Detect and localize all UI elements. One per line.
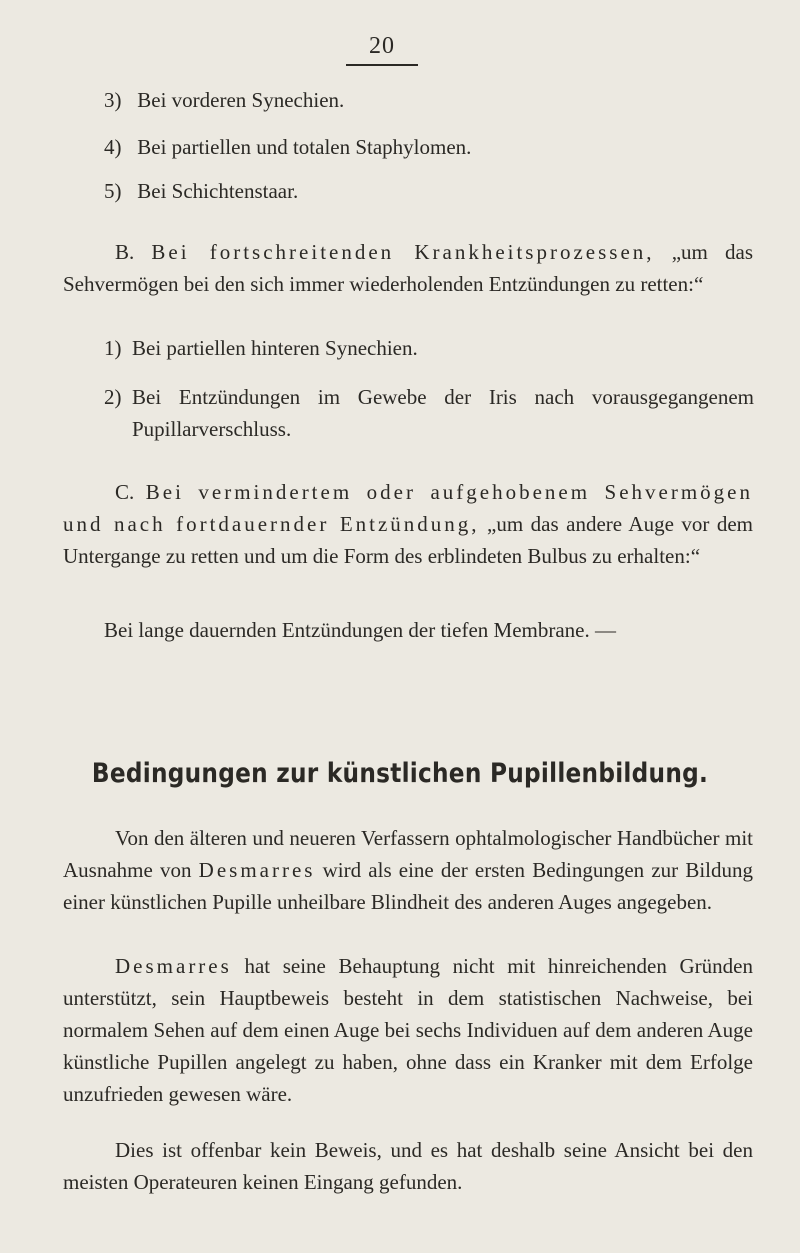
list-text: Bei Entzündungen im Gewebe der Iris nach vorausgegangenem Pupillarverschluss. bbox=[132, 385, 754, 441]
list-item bbox=[104, 84, 754, 116]
list-number: 2) bbox=[104, 385, 122, 409]
section-title: Bei fortschreitenden Krankheitsprozessen, bbox=[151, 240, 655, 264]
section-title: Bei vermindertem oder aufgehobenem Sehvermögen und nach fortdauernder Entzündung, bbox=[63, 480, 754, 536]
author-name: Desmarres bbox=[198, 858, 316, 882]
list-text: Bei partiellen hinteren Synechien. bbox=[132, 336, 418, 360]
list-number: 1) bbox=[104, 336, 122, 360]
paragraph-text: hat seine Behauptung nicht mit hinreichenden Gründen unterstützt, sein Hauptbeweis besteht in dem statistischen Nachweise, bei normalem Sehen auf dem einen Auge bei sechs Individuen auf dem anderen Auge künstliche Pupillen angelegt zu haben, ohne dass ein Kranker mit dem Erfolge unzufrieden gewesen wäre. bbox=[63, 954, 753, 1106]
section-c-paragraph bbox=[63, 476, 753, 572]
paragraph-text: wird als eine der ersten Bedingungen zur Bildung einer künstlichen Pupille unheilbare Blindheit des anderen Auges angegeben. bbox=[63, 858, 753, 914]
list-item bbox=[104, 131, 754, 163]
section-c-item: Bei lange dauernden Entzündungen der tiefen Membrane. — bbox=[104, 618, 616, 642]
body-paragraph bbox=[63, 822, 753, 918]
list-number: 4) bbox=[104, 135, 122, 159]
section-heading: Bedingungen zur künstlichen Pupillenbildung. bbox=[91, 758, 709, 789]
list-item bbox=[104, 175, 754, 207]
list-number: 5) bbox=[104, 179, 122, 203]
section-letter: C. bbox=[115, 480, 135, 504]
paragraph-text: Von den älteren und neueren Verfassern ophtalmologischer Handbücher mit Ausnahme von bbox=[63, 826, 753, 882]
section-b-paragraph bbox=[63, 236, 753, 300]
section-text: „um das Sehvermögen bei den sich immer wiederholenden Entzündungen zu retten:“ bbox=[63, 240, 753, 296]
list-item bbox=[104, 381, 754, 445]
list-text: Bei Schichtenstaar. bbox=[137, 179, 299, 203]
body-paragraph bbox=[63, 950, 753, 1110]
list-number: 3) bbox=[104, 88, 122, 112]
list-text: Bei partiellen und totalen Staphylomen. bbox=[137, 135, 472, 159]
page-number-rule bbox=[346, 64, 418, 66]
section-text: „um das andere Auge vor dem Untergange zu retten und um die Form des erblindeten Bulbus zu erhalten:“ bbox=[63, 512, 753, 568]
page-number: 20 bbox=[369, 33, 395, 59]
section-letter: B. bbox=[115, 240, 135, 264]
body-paragraph: Dies ist offenbar kein Beweis, und es hat deshalb seine Ansicht bei den meisten Operateuren keinen Eingang gefunden. bbox=[63, 1138, 753, 1194]
list-text: Bei vorderen Synechien. bbox=[137, 88, 345, 112]
list-item bbox=[104, 332, 754, 364]
author-name: Desmarres bbox=[115, 954, 232, 978]
